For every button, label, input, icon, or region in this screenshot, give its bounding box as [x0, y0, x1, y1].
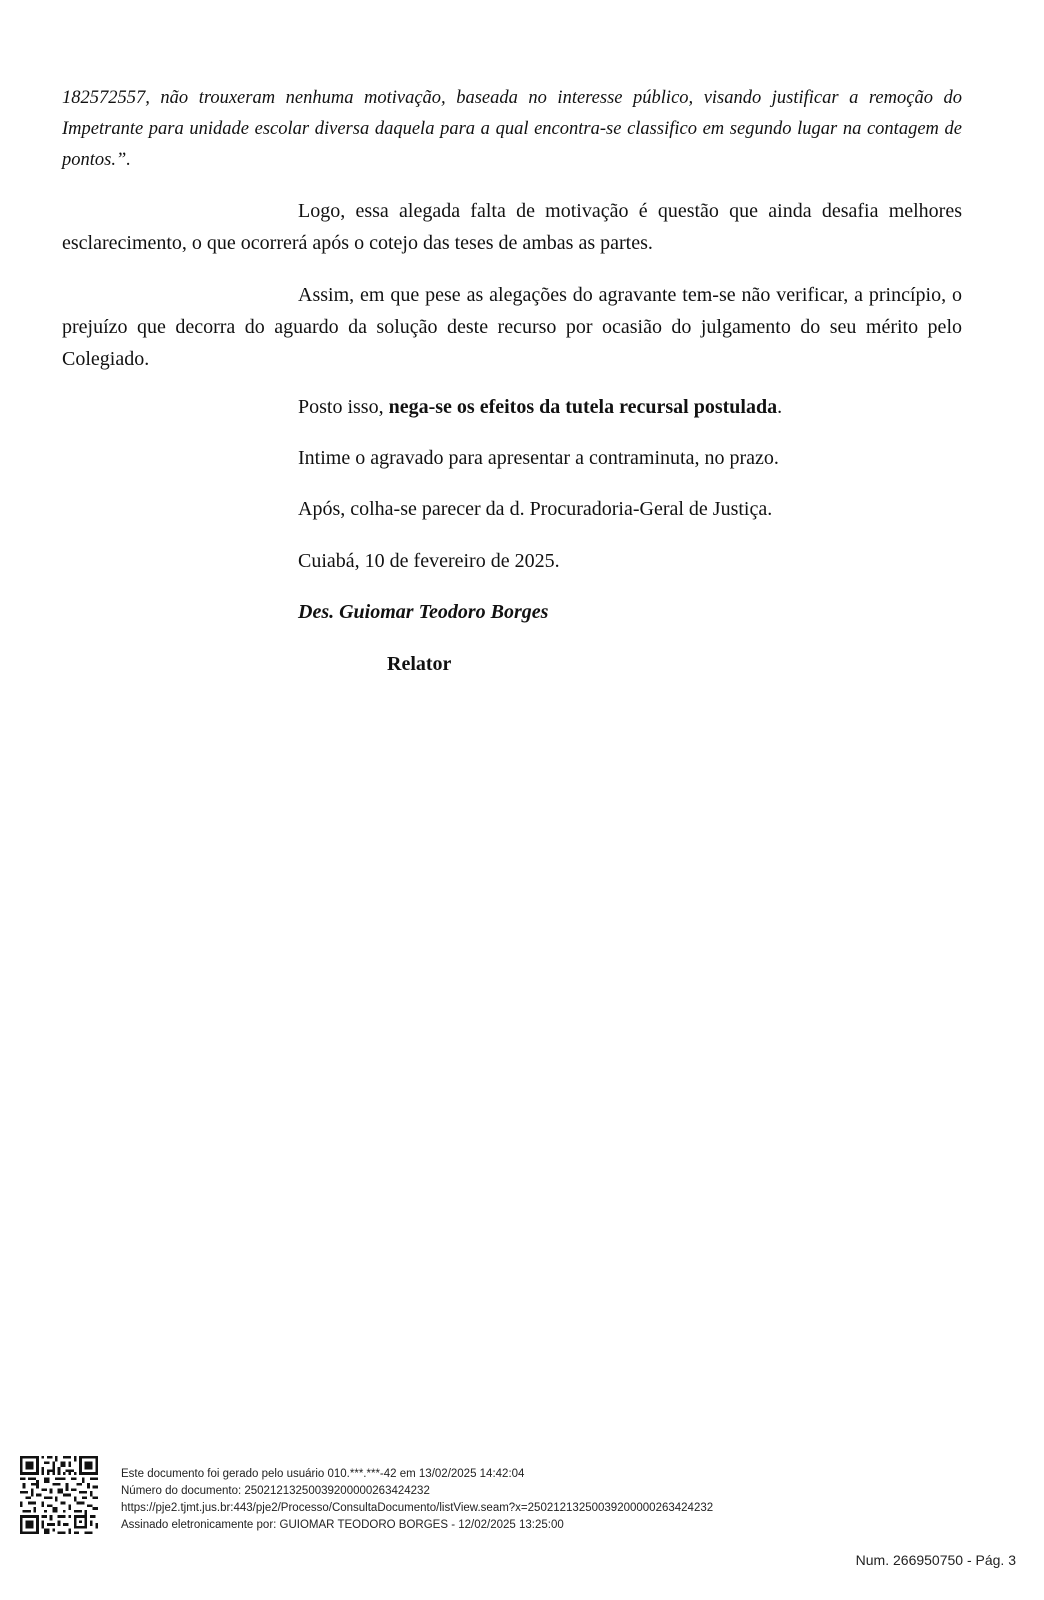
paragraph-opinion: Após, colha-se parecer da d. Procuradoria-Geral de Justiça. [298, 498, 773, 520]
page-number: Num. 266950750 - Pág. 3 [855, 1552, 1016, 1568]
date-line: Cuiabá, 10 de fevereiro de 2025. [298, 550, 560, 572]
qr-code-icon [20, 1456, 98, 1534]
footer-document-number: Número do documento: 25021213250039200000263424232 [121, 1485, 430, 1497]
footer-info [121, 1466, 713, 1534]
decision-suffix: . [777, 396, 783, 418]
decision-prefix: Posto isso, [298, 396, 389, 418]
decision-bold: nega-se os efeitos da tutela recursal postulada [388, 396, 778, 418]
paragraph-decision [298, 391, 782, 423]
paragraph-prejudice: Assim, em que pese as alegações do agravante tem-se não verificar, a princípio, o prejuízo que decorra do aguardo da solução deste recurso por ocasião do julgamento do seu mérito pelo Colegiado. [62, 284, 962, 370]
signature-name: Des. Guiomar Teodoro Borges [298, 601, 549, 623]
paragraph-motivation: Logo, essa alegada falta de motivação é questão que ainda desafia melhores esclarecimento, o que ocorrerá após o cotejo das teses de ambas as partes. [62, 200, 962, 254]
quoted-paragraph: 182572557, não trouxeram nenhuma motivação, baseada no interesse público, visando justificar a remoção do Impetrante para unidade escolar diversa daquela para a qual encontra-se classifico em segundo lugar na contagem de pontos.”. [62, 88, 962, 170]
footer-signed-by: Assinado eletronicamente por: GUIOMAR TEODORO BORGES - 12/02/2025 13:25:00 [121, 1519, 564, 1531]
footer-generated-by: Este documento foi gerado pelo usuário 010.***.***-42 em 13/02/2025 14:42:04 [121, 1468, 525, 1480]
footer-url[interactable]: https://pje2.tjmt.jus.br:443/pje2/Processo/ConsultaDocumento/listView.seam?x=25021213250039200000263424232 [121, 1502, 714, 1514]
paragraph-intimation: Intime o agravado para apresentar a contraminuta, no prazo. [298, 447, 779, 469]
signature-role: Relator [387, 653, 452, 675]
